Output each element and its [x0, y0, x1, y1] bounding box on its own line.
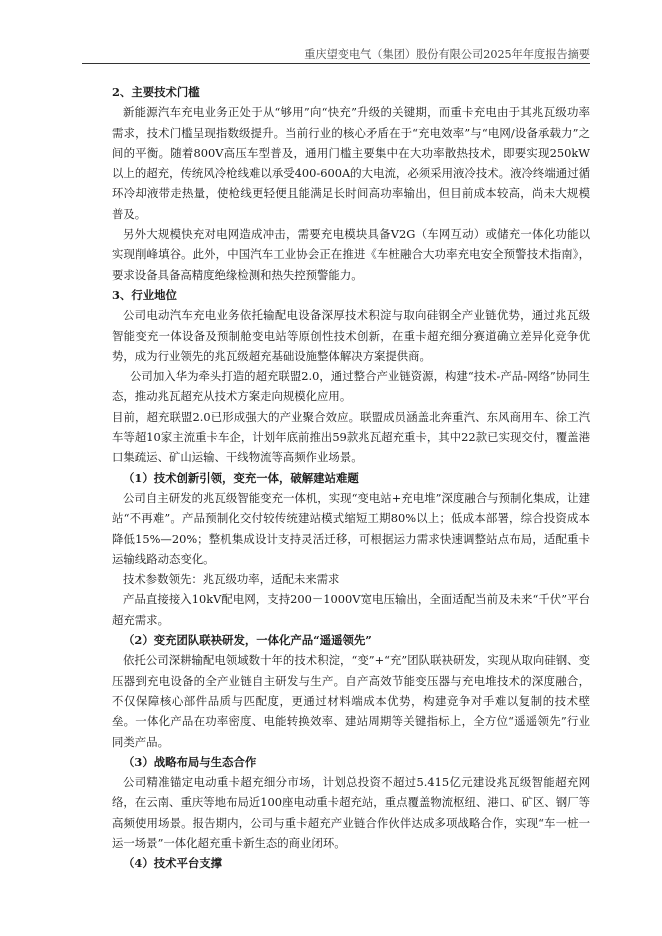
subsection-heading-innovation: （1）技术创新引领，变充一体，破解建站难题: [123, 470, 359, 485]
paragraph: 公司加入华为牵头打造的超充联盟2.0，通过整合产业链资源，构建“技术-产品-网络”协同生态，推动兆瓦超充从技术方案走向规模化应用。: [112, 369, 590, 404]
paragraph: 技术参数领先：兆瓦级功率，适配未来需求: [123, 572, 340, 587]
paragraph: 公司自主研发的兆瓦级智能变充一体机，实现“变电站+充电堆”深度融合与预制化集成，让建站“不再难”。产品预制化交付较传统建站模式缩短工期80%以上；低成本部署，综合投资成本降低15%—20%；整机集成设计支持灵活迁移，可根据运力需求快速调整站点布局，适配重卡运输线路动态变化。: [112, 490, 590, 566]
report-header-title: 重庆望变电气（集团）股份有限公司2025年年度报告摘要: [304, 48, 590, 61]
paragraph: 另外大规模快充对电网造成冲击，需要充电模块具备V2G（车网互动）或储充一体化功能以实现削峰填谷。此外，中国汽车工业协会正在推进《车桩融合大功率充电安全预警技术指南》，要求设备具备高精度绝缘检测和热失控预警能力。: [112, 227, 590, 282]
document-body: [112, 82, 590, 874]
section-heading-industry-position: 3、行业地位: [112, 287, 177, 302]
subsection-heading-rd: （2）变充团队联袂研发，一体化产品“遥遥领先”: [123, 633, 372, 648]
paragraph: 产品直接接入10kV配电网，支持200－1000V宽电压输出，全面适配当前及未来“千伏”平台超充需求。: [112, 592, 590, 627]
paragraph: 公司电动汽车充电业务依托输配电设备深厚技术积淀与取向硅钢全产业链优势，通过兆瓦级智能变充一体设备及预制舱变电站等原创性技术创新，在重卡超充细分赛道确立差异化竞争优势，成为行业领先的兆瓦级超充基础设施整体解决方案提供商。: [112, 308, 590, 363]
paragraph: 依托公司深耕输配电领域数十年的技术积淀，“变”+“充”团队联袂研发，实现从取向硅钢、变压器到充电设备的全产业链自主研发与生产。自产高效节能变压器与充电堆技术的深度融合，不仅保障核心部件品质与匹配度，更通过材料端成本优势，构建竞争对手难以复制的技术壁垒。一体化产品在功率密度、电能转换效率、建站周期等关键指标上，全方位“遥遥领先”行业同类产品。: [112, 653, 590, 749]
paragraph: 公司精准锚定电动重卡超充细分市场，计划总投资不超过5.415亿元建设兆瓦级智能超充网络，在云南、重庆等地布局近100座电动重卡超充站，重点覆盖物流枢纽、港口、矿区、钢厂等高频使用场景。报告期内，公司与重卡超充产业链合作伙伴达成多项战略合作，实现“车一桩一运一场景”一体化超充重卡新生态的商业闭环。: [112, 775, 590, 850]
subsection-heading-tech-platform: （4）技术平台支撑: [123, 856, 223, 871]
paragraph: 目前，超充联盟2.0已形成强大的产业聚合效应。联盟成员涵盖北奔重汽、东风商用车、徐工汽车等超10家主流重卡车企，计划年底前推出59款兆瓦超充重卡，其中22款已实现交付，覆盖港口集疏运、矿山运输、干线物流等高频作业场景。: [112, 409, 590, 465]
header-divider: [82, 63, 590, 64]
paragraph: 新能源汽车充电业务正处于从“够用”向“快充”升级的关键期，而重卡充电由于其兆瓦级功率需求，技术门槛呈现指数级提升。当前行业的核心矛盾在于“充电效率”与“电网/设备承载力”之间的平衡。随着800V高压车型普及，通用门槛主要集中在大功率散热技术，即要实现250kW以上的超充，传统风冷枪线难以承受400-600A的大电流，必须采用液冷技术。液冷终端通过循环冷却液带走热量，使枪线更轻便且能满足长时间高功率输出，但目前成本较高，尚未大规模普及。: [112, 105, 590, 221]
subsection-heading-strategy: （3）战略布局与生态合作: [123, 754, 257, 769]
section-heading-technical-barriers: 2、主要技术门槛: [112, 85, 200, 99]
